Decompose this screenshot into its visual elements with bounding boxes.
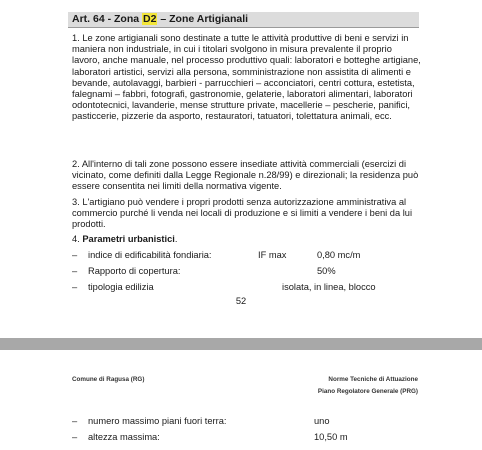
param-label: indice di edificabilità fondiaria: [88,250,212,260]
dash-bullet: – [72,282,78,292]
dash-bullet: – [72,416,78,426]
param-value: uno [314,416,330,426]
param-label: Rapporto di copertura: [88,266,181,276]
param-row-if [72,250,422,262]
param-key: IF max [258,250,287,260]
running-header-right-2: Piano Regolatore Generale (PRG) [317,388,418,395]
params-heading-label: Parametri urbanistici [82,234,175,244]
param-row-typology [72,282,422,294]
article-title [72,13,248,25]
dash-bullet: – [72,432,78,442]
param-value: 50% [317,266,336,276]
param-row-coverage [72,266,422,278]
param-label: altezza massima: [88,432,160,442]
title-suffix: – Zone Artigianali [157,13,249,25]
params-heading-suffix: . [174,234,178,244]
dash-bullet: – [72,250,78,260]
paragraph-2: 2. All'interno di tali zone possono essere insediate attività commerciali (esercizi di vicinato, come definiti dalla Legge Regionale n.28/99) e direzionali; la residenza può essere consentita nei limiti della normativa vigente. [72,159,419,192]
title-prefix: Art. 64 - Zona [72,13,143,25]
page-separator [0,338,482,350]
paragraph-3: 3. L'artigiano può vendere i propri prodotti senza autorizzazione amministrativa al commercio purché li venda nei locali di produzione e si limiti a vendere i beni da lui prodotti. [72,197,413,230]
next-document-page [0,350,482,450]
param-value: 0,80 mc/m [317,250,361,260]
params-heading-number: 4. [72,234,83,244]
running-header-left: Comune di Ragusa (RG) [72,376,145,383]
article-header [68,12,419,28]
param-value: 10,50 m [314,432,348,442]
param-value: isolata, in linea, blocco [282,282,376,292]
param-label: tipologia edilizia [88,282,154,292]
zone-code-highlight: D2 [143,13,157,25]
param-row-floors [72,416,422,428]
param-row-height [72,432,422,444]
paragraph-1: 1. Le zone artigianali sono destinate a tutte le attività produttive di beni e servizi in maniera non industriale, in cui i titolari svolgono in misura prevalente il proprio lavoro, anche manuale, nel processo produttivo quali: laboratori e botteghe artigiane, laboratori artistici, servizi alla persona, somministrazione non assistita di alimenti e bevande, autolavaggi, barbieri - parrucchieri – acconciatori, centri cottura, estetista, falegnami – fabbri, fotografi, gastronomie, gelaterie, laboratori alimentari, laboratori odontotecnici, lavanderie, mense strutture private, macellerie – pescherie, panifici, pasticcerie, pizzerie da asporto, restauratori, tatuatori, tolettatura animali, ecc. [72,33,421,122]
param-label: numero massimo piani fuori terra: [88,416,227,426]
page-number: 52 [235,296,247,306]
params-heading [72,234,422,245]
dash-bullet: – [72,266,78,276]
running-header-right-1: Norme Tecniche di Attuazione [328,376,418,383]
